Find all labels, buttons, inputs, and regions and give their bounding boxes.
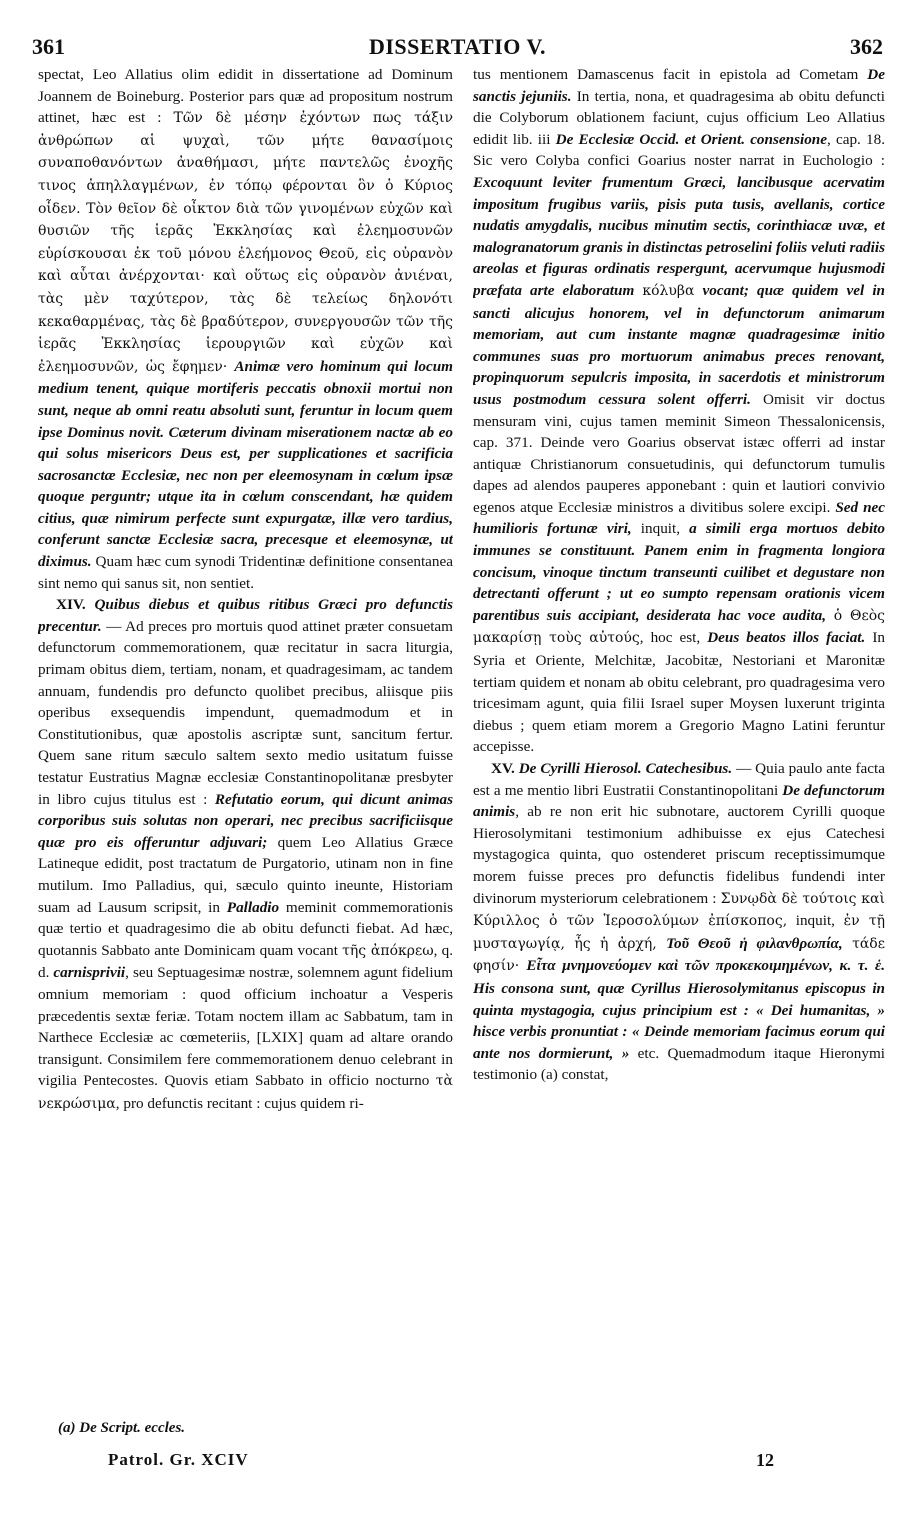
text-run: , cap. 18. Sic vero Colyba confici Goarius noster narrat in Euchologio : — [473, 130, 885, 170]
text-run: ἐν τῇ μυσταγωγίᾳ, ἧς ἡ ἀρχή, — [473, 913, 885, 952]
text-run: In tertia, nona, et quadragesima ab obitu defuncti die Colyborum oblationem faciunt, cujus officium Leo Allatius edidit lib. iii — [473, 87, 885, 148]
left-paragraph-2 — [38, 594, 453, 1115]
text-run: meminit commemorationis quæ tertio et quadragesimo die ab obitu defuncti fiebat. Ad hæc, quotannis Sabbato ante Dominicam quam vocant — [38, 898, 453, 959]
text-run: — Quia paulo ante facta est a me mentio libri Eustratii Constantinopolitani — [473, 760, 885, 799]
text-run: tus mentionem Damascenus facit in epistola ad Cometam — [473, 66, 868, 83]
text-run: τάδε φησίν· — [473, 935, 885, 975]
right-page-number: 362 — [850, 34, 883, 59]
text-run: Τῶν δὲ μέσην ἐχόντων πως τάξιν ἀνθρώπων αἱ ψυχαὶ, τῶν μήτε θανασίμοις συναποθανόντων ἀναθήμασι, μήτε παντελῶς ἐνοχῆς τινος ἀπηλλαγμένων, ἐν τόπῳ φέρονται ὃν ὁ Κύριος οἶδεν. Τὸν θεῖον δὲ οἶκτον διὰ τῶν γινομένων εὐχῶν καὶ θυσιῶν τῆς ἱερᾶς Ἐκκλησίας καὶ ἐλεημοσυνῶν εὑρίσκουσαι ἐκ τοῦ μόνου ἐλεήμονος Θεοῦ, εἰς οὐρανὸν καὶ αὗται ἀνέρχονται· καὶ οὕτως εἰς οὐρανὸν ἀνιέναι, τὰς μὲν ταχύτερον, τὰς δὲ τελείως δηλονότι κεκαθαρμένας, τὰς δὲ βραδύτερον, συνεργουσῶν τῶν τῆς ἱερᾶς Ἐκκλησίας ἱερουργιῶν καὶ εὐχῶν καὶ ἐλεημοσυνῶν, ὡς ἔφημεν· — [38, 110, 453, 375]
text-run: Τοῦ Θεοῦ ἡ φιλανθρωπία, — [666, 934, 843, 952]
text-run: Excoquunt leviter frumentum Græci, lancibusque acervatim impositum frugibus variis, pisis puta tusis, avellanis, cortice nudatis amygdalis, nucibus minutim sectis, corinthiacæ uvæ, et malogranatorum granis in distinctas petroselini foliis veluti radiis areolas et figuras ordinatis respergunt, acervumque hujusmodi præfata arte elaboratum — [473, 173, 885, 299]
text-run: Συνῳδὰ δὲ τούτοις καὶ Κύριλλος ὁ τῶν Ἱεροσολύμων ἐπίσκοπος, — [473, 890, 885, 930]
running-head — [32, 34, 883, 64]
text-run: inquit, — [631, 520, 690, 538]
volume-signature: Patrol. Gr. XCIV — [108, 1450, 249, 1469]
text-run: quem Leo Allatius Græce Latineque edidit, post tractatum de Purgatorio, utinam non in fine mutilum. Imo Palladius, qui, sæculo quinto ineunte, Historiam suam ad Lausum scripsit, in — [38, 833, 453, 916]
text-run: De sanctis jejuniis. — [473, 66, 885, 105]
footnote: (a) De Script. eccles. — [58, 1420, 186, 1436]
running-title: DISSERTATIO V. — [368, 34, 546, 59]
text-run: In Syria et Oriente, Melchitæ, Jacobitæ, Nestoriani et Maronitæ tertiam quidem et nonam ab obitu celebrant, pro quadragesima vero tricesimam agunt, quia filii Israel super Moysen luxerunt triginta diebus ; quem etiam morem a Gregorio Magno Latini feruntur accepisse. — [473, 629, 885, 756]
text-run: vocant; quæ quidem vel in sancti alicujus honorem, vel in defunctorum animarum memoriam, aut cum instante magnæ quadragesimæ initio communes suas pro mortuorum animabus preces renovant, propinquorum sepulcris imposita, in sacerdotis et ministrorum usus postmodum cessura solent offerri. — [473, 281, 885, 408]
text-run: — Ad preces pro mortuis quod attinet præter consuetam defunctorum commemorationem, quæ recitatur in sacra liturgia, primam obitus diem, tertiam, nonam, et quadragesimam, ac tandem annuam, fundendis pro defuncto quolibet precibus, aliisque piis operibus exsequendis impendunt, quemadmodum et in Constitutionibus, quæ apostolis ascriptæ sunt, sancitum fertur. Quem sane ritum sæculo saltem sexto medio usitatum fuisse testatur Eustratius Magnæ ecclesiæ Constantinopolitanæ presbyter in libro cujus titulus est : — [38, 617, 453, 808]
text-run: Palladio — [226, 898, 280, 916]
text-run: , ab re non erit hic subnotare, auctorem Cyrilli quoque Hierosolymitani testimonium adhibuisse ex ejus Catechesi mystagogica quinta, quo ostenderet priscum receptissimumque morem fuisse preces pro defunctis fidelibus fundendi inter divinorum mysteriorum celebrationem : — [473, 803, 885, 907]
text-run: Refutatio eorum, qui dicunt animas corporibus suis solutas non operari, nec precibus sacrificiisque quæ pro eis offeruntur adjuvari; — [38, 790, 453, 851]
text-run: De defunctorum animis — [473, 781, 885, 821]
sheet-number: 12 — [756, 1450, 774, 1470]
text-run: τῆς ἀπόκρεω — [342, 942, 434, 959]
text-run: etc. Quemadmodum itaque Hieronymi testimonio (a) constat, — [473, 1044, 885, 1084]
text-run: Quam hæc cum synodi Tridentinæ definitione consentanea sint nemo qui sanus sit, non sentiet. — [38, 553, 453, 592]
text-run: , hoc est, — [639, 629, 708, 647]
text-run: a simili erga mortuos debito immunes se constituunt. Panem enim in fragmenta longiora concisum, vinoque tinctum transeunti cuilibet et degustare non detrectanti offerunt ; ut eo sumpto repensam orationis vicem parentibus suis accipiant, desiderata hac voce audita, — [473, 520, 885, 624]
right-paragraph-2 — [473, 758, 885, 1086]
text-run: XV. — [491, 760, 519, 777]
left-paragraph-1 — [38, 64, 453, 594]
text-run: τὰ νεκρώσιμα — [38, 1073, 453, 1112]
left-column — [38, 64, 453, 1454]
text-run: , q. d. — [38, 941, 453, 982]
text-run: De Cyrilli Hierosol. Catechesibus. — [518, 760, 733, 777]
text-run: spectat, Leo Allatius olim edidit in dissertatione ad Dominum Joannem de Boineburg. Posterior pars quæ ad propositum nostrum attinet, hæc est : — [38, 66, 453, 127]
text-run: κόλυβα — [642, 282, 695, 299]
right-paragraph-1 — [473, 64, 885, 758]
right-column — [473, 64, 885, 1454]
text-run: , pro defunctis recitant : cujus quidem ri- — [115, 1094, 364, 1112]
text-run: Sed nec humilioris fortunæ viri, — [473, 498, 885, 538]
left-page-number: 361 — [32, 34, 65, 59]
text-run: Εἶτα μνημονεύομεν καὶ τῶν προκεκοιμημένων, κ. τ. ἑ. His consona sunt, quæ Cyrillus Hierosolymitanus episcopus in quinta mystagogia, cujus principium est : « Dei humanitas, » hisce verbis pronuntiat : « Deinde memoriam facimus eorum qui ante nos dormierunt, » — [473, 957, 885, 1062]
text-run: Quibus diebus et quibus ritibus Græci pro defunctis precentur. — [38, 596, 453, 635]
text-run: inquit, — [787, 912, 844, 930]
text-run: De Ecclesiæ Occid. et Orient. consensione — [555, 130, 827, 148]
text-run: Omisit vir doctus mensuram vini, cujus tamen meminit Simeon Thessalonicensis, cap. 371. Deinde vero Goarius observat istæc offerri ad instar antiquæ Christianorum consuetudinis, qui defunctorum tumulis dapes ad alendos pauperes apponebant : quin et lautiori convivio egenos atque Ecclesiæ ministros a divitibus solere excipi. — [473, 390, 885, 516]
text-run: Deus beatos illos faciat. — [707, 629, 866, 647]
text-run: ὁ Θεὸς μακαρίσῃ τοὺς αὐτούς — [473, 607, 885, 647]
text-run: Animæ vero hominum qui locum medium tenent, quique mortiferis peccatis obnoxii mortui non sunt, neque ab omni reatu absoluti sunt, feruntur in locum quem ipse Dominus novit. Cæterum divinam miserationem nactæ ab eo qui solus misericors Deus est, per supplicationes et sacrificia sacrosanctæ Ecclesiæ, nec non per eleemosynam in cœlum ipsæ quoque perguntr; utque ita in cœlum conscendant, hæ quidem citius, quæ nimirum perfecte sunt expurgatæ, illæ vero tardius, conferunt sanctæ Ecclesiæ sacra, precesque et eleemosynæ, ut diximus. — [38, 357, 453, 571]
text-run: carnisprivii — [53, 964, 126, 982]
text-run: XIV. — [56, 596, 95, 614]
text-run: , seu Septuagesimæ nostræ, solemnem agunt fidelium omnium memoriam : quod officium inchoatur a Vesperis præcedentis sextæ feriæ. Totam noctem illam ac Sabbatum, tam in Narthece Ecclesiæ ac cœmeteriis, [LXIX] quam ad altare orando transigunt. Consimilem fere commemorationem denuo celebrant in vigilia Pentecostes. Quovis etiam Sabbato in officio nocturno — [38, 964, 453, 1090]
